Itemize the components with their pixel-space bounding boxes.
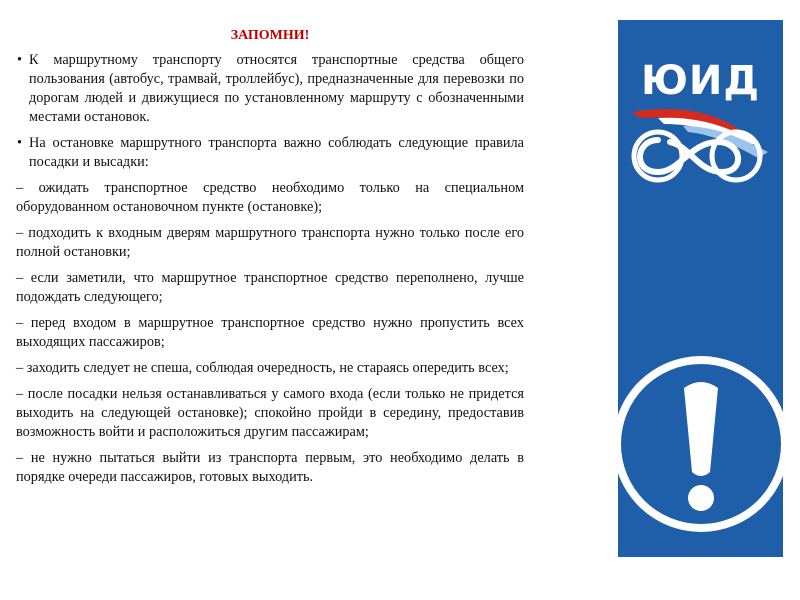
rule-item: – перед входом в маршрутное транспортное средство нужно пропустить всех выходящих пассажиров; xyxy=(16,315,524,350)
bicycle-infinity-logo-icon xyxy=(618,100,783,210)
bullet-dot-icon: • xyxy=(17,135,23,151)
bullet-text: На остановке маршрутного транспорта важно соблюдать следующие правила посадки и высадки: xyxy=(29,135,524,170)
text-area xyxy=(16,28,524,494)
rule-item: – подходить к входным дверям маршрутного транспорта нужно только после его полной остановки; xyxy=(16,225,524,260)
rule-item: – не нужно пытаться выйти из транспорта первым, это необходимо делать в порядке очереди пассажиров, готовых выходить. xyxy=(16,450,524,485)
bullet-item xyxy=(16,134,524,172)
rule-item: – если заметили, что маршрутное транспортное средство переполнено, лучше подождать следующего; xyxy=(16,270,524,305)
rule-item: – ожидать транспортное средство необходимо только на специальном оборудованном остановочном пункте (остановке); xyxy=(16,180,524,215)
logo-text: ЮИД xyxy=(640,58,761,104)
bullet-dot-icon: • xyxy=(17,52,23,68)
side-panel xyxy=(618,20,783,557)
rule-item: – заходить следует не спеша, соблюдая очередность, не стараясь опередить всех; xyxy=(16,360,509,376)
bullet-item xyxy=(16,51,524,127)
exclamation-circle-icon xyxy=(618,340,783,540)
rule-item: – после посадки нельзя останавливаться у самого входа (если только не придется выходить на следующей остановке); спокойно пройди в середину, предоставив возможность войти и расположиться другим пассажирам; xyxy=(16,386,524,440)
bullet-text: К маршрутному транспорту относятся транспортные средства общего пользования (автобус, трамвай, троллейбус), предназначенные для перевозки по дорогам людей и движущиеся по установленному маршруту с обозначенными местами остановок. xyxy=(29,52,524,125)
page-title: ЗАПОМНИ! xyxy=(230,28,310,43)
